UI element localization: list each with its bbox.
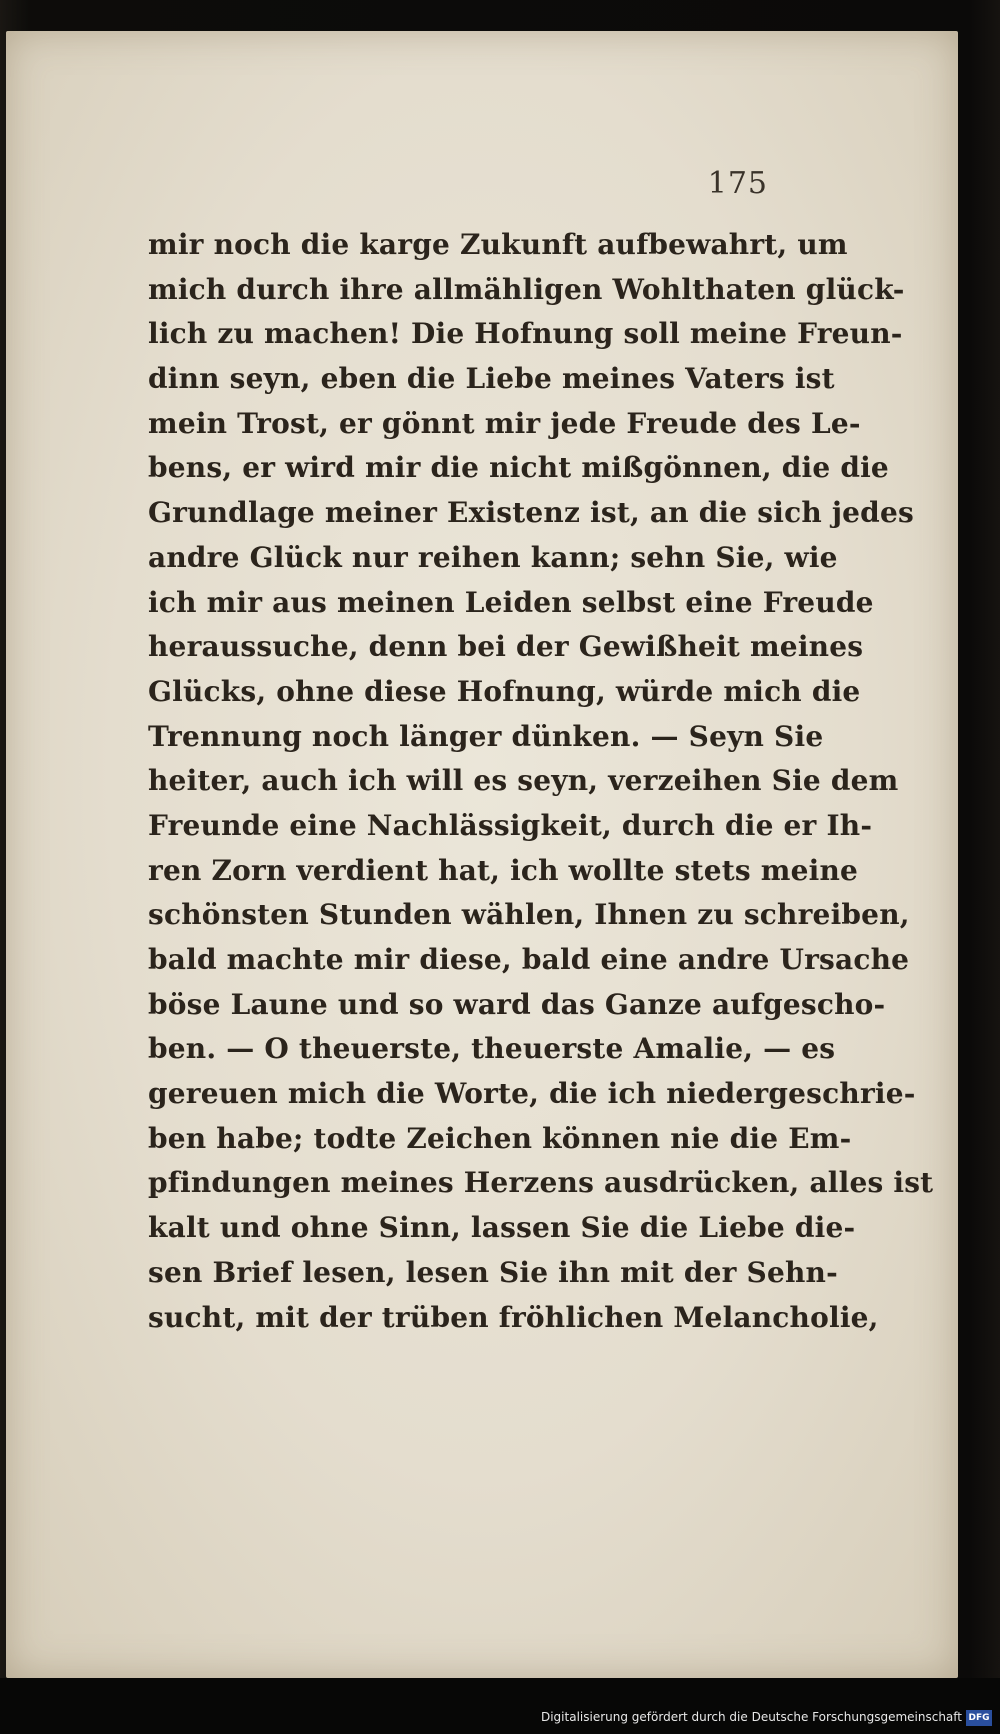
text-line: heiter, auch ich will es seyn, verzeihen Sie dem [148, 764, 899, 798]
text-line: böse Laune und so ward das Ganze aufgescho- [148, 987, 886, 1021]
text-line: kalt und ohne Sinn, lassen Sie die Liebe die- [148, 1211, 856, 1245]
book-page [6, 31, 958, 1678]
body-text [148, 223, 934, 1340]
text-line: andre Glück nur reihen kann; sehn Sie, wie [148, 540, 838, 574]
text-line: ben habe; todte Zeichen können nie die Em- [148, 1121, 852, 1155]
text-line: ren Zorn verdient hat, ich wollte stets meine [148, 853, 859, 887]
dfg-logo: DFG [966, 1710, 992, 1726]
footer-bar [0, 1678, 1000, 1734]
text-line: Grundlage meiner Existenz ist, an die sich jedes [148, 496, 914, 530]
footer-credit: Digitalisierung gefördert durch die Deutsche Forschungsgemeinschaft [540, 1710, 962, 1724]
text-line: sen Brief lesen, lesen Sie ihn mit der Sehn- [148, 1255, 838, 1289]
text-line: lich zu machen! Die Hofnung soll meine Freun- [148, 317, 903, 351]
text-line: ben. — O theuerste, theuerste Amalie, — es [148, 1032, 836, 1066]
text-line: ich mir aus meinen Leiden selbst eine Freude [148, 585, 874, 619]
text-line: mir noch die karge Zukunft aufbewahrt, um [148, 228, 848, 261]
text-line: Freunde eine Nachlässigkeit, durch die er Ih- [148, 808, 873, 842]
text-line: pfindungen meines Herzens ausdrücken, alles ist [148, 1166, 934, 1200]
text-line: Trennung noch länger dünken. — Seyn Sie [148, 719, 824, 753]
text-line: schönsten Stunden wählen, Ihnen zu schreiben, [148, 898, 910, 932]
text-line: bald machte mir diese, bald eine andre Ursache [148, 943, 910, 976]
text-line: heraussuche, denn bei der Gewißheit meines [148, 630, 864, 664]
text-line: Glücks, ohne diese Hofnung, würde mich die [148, 674, 861, 708]
page-number: 175 [707, 166, 768, 201]
text-line: gereuen mich die Worte, die ich niedergeschrie- [148, 1077, 916, 1111]
text-line: sucht, mit der trüben fröhlichen Melancholie, [148, 1300, 879, 1334]
text-line: mein Trost, er gönnt mir jede Freude des Le- [148, 406, 861, 440]
text-line: bens, er wird mir die nicht mißgönnen, die die [148, 451, 889, 485]
text-line: dinn seyn, eben die Liebe meines Vaters ist [148, 362, 835, 396]
text-line: mich durch ihre allmähligen Wohlthaten glück- [148, 272, 905, 306]
